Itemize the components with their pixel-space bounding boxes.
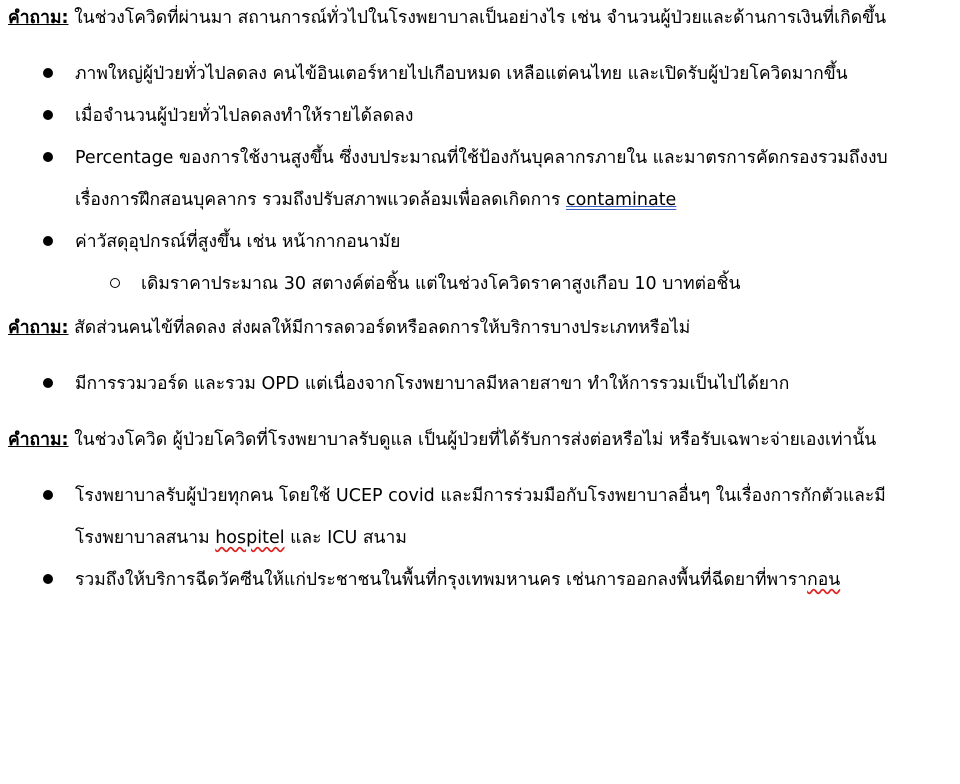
bullet-icon [43, 110, 53, 120]
answer-list-2 [0, 363, 960, 405]
list-item: มีการรวมวอร์ด และรวม OPD แต่เนื่องจากโรงพยาบาลมีหลายสาขา ทำให้การรวมเป็นไปได้ยาก [0, 363, 960, 405]
list-item: โรงพยาบาลรับผู้ป่วยทุกคน โดยใช้ UCEP covid และมีการร่วมมือกับโรงพยาบาลอื่นๆ ในเรื่องการกักตัวและมี โรงพยาบาลสนาม hospitel และ ICU สนาม [0, 475, 960, 559]
question-text: ในช่วงโควิด ผู้ป่วยโควิดที่โรงพยาบาลรับดูแล เป็นผู้ป่วยที่ได้รับการส่งต่อหรือไม่ หรือรับเฉพาะจ่ายเองเท่านั้น [68, 430, 877, 450]
bullet-icon [43, 236, 53, 246]
list-item: ภาพใหญ่ผู้ป่วยทั่วไปลดลง คนไข้อินเตอร์หายไปเกือบหมด เหลือแต่คนไทย และเปิดรับผู้ป่วยโควิดมากขึ้น [0, 53, 960, 95]
bullet-icon [43, 378, 53, 388]
misspelled-word: กอน [807, 570, 841, 590]
question-2 [0, 307, 960, 349]
question-label: คำถาม: [8, 430, 69, 450]
answer-list-3 [0, 475, 960, 601]
question-1 [0, 0, 960, 39]
sub-list [75, 263, 900, 305]
list-item: Percentage ของการใช้งานสูงขึ้น ซึ่งงบประมาณที่ใช้ป้องกันบุคลากรภายใน และมาตรการคัดกรองรวมถึงงบเรื่องการฝึกสอนบุคลากร รวมถึงปรับสภาพแวดล้อมเพื่อลดเกิดการ contaminate [0, 137, 960, 221]
question-text: สัดส่วนคนไข้ที่ลดลง ส่งผลให้มีการลดวอร์ดหรือลดการให้บริการบางประเภทหรือไม่ [68, 318, 691, 338]
question-label: คำถาม: [8, 8, 69, 28]
question-label: คำถาม: [8, 318, 69, 338]
answer-list-1 [0, 53, 960, 305]
question-3 [0, 419, 960, 461]
list-item: ค่าวัสดุอุปกรณ์ที่สูงขึ้น เช่น หน้ากากอนามัย เดิมราคาประมาณ 30 สตางค์ต่อชิ้น แต่ในช่วงโควิดราคาสูงเกือบ 10 บาทต่อชิ้น [0, 221, 960, 305]
bullet-icon [43, 490, 53, 500]
question-text: ในช่วงโควิดที่ผ่านมา สถานการณ์ทั่วไปในโรงพยาบาลเป็นอย่างไร เช่น จำนวนผู้ป่วยและด้านการเงินที่เกิดขึ้น [68, 8, 887, 28]
contaminate-word: contaminate [565, 190, 677, 210]
hospitel-word: hospitel [215, 528, 285, 548]
sub-list-item: เดิมราคาประมาณ 30 สตางค์ต่อชิ้น แต่ในช่วงโควิดราคาสูงเกือบ 10 บาทต่อชิ้น [74, 263, 900, 305]
bullet-icon [43, 152, 53, 162]
hollow-bullet-icon [110, 278, 120, 288]
bullet-icon [43, 68, 53, 78]
list-item: เมื่อจำนวนผู้ป่วยทั่วไปลดลงทำให้รายได้ลดลง [0, 95, 960, 137]
bullet-icon [43, 574, 53, 584]
list-item: รวมถึงให้บริการฉีดวัคซีนให้แก่ประชาชนในพื้นที่กรุงเทพมหานคร เช่นการออกลงพื้นที่ฉีดยาที่พารากอน [0, 559, 960, 601]
